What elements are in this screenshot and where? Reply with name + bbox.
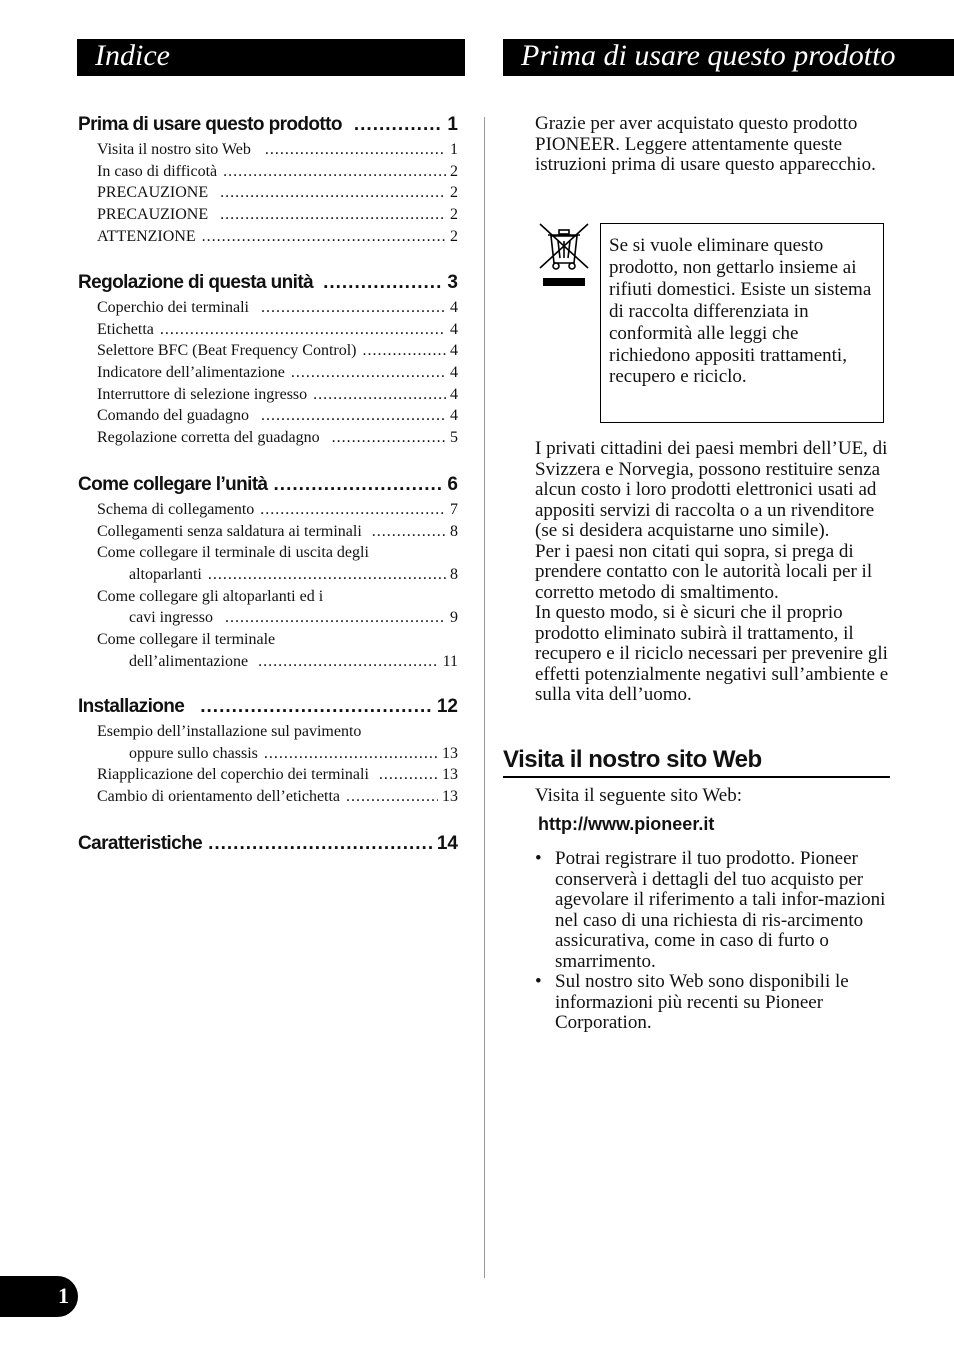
index-header — [77, 39, 465, 76]
toc-section — [78, 471, 458, 673]
list-item: • Potrai registrare il tuo prodotto. Pioneer conserverà i dettagli del tuo acquisto per agevolare il riferimento a tali infor-mazioni nel caso di una richiesta di ris-arcimento assicurativa, come in caso di furto o smarrimento. — [535, 849, 895, 972]
toc-subentry-continued[interactable]: dell’alimentazione ..... 11 — [78, 651, 458, 673]
toc-subentry[interactable]: In caso di difficotà ..... 2 — [78, 161, 458, 183]
toc-entry[interactable]: Installazione ..... 12 — [78, 693, 458, 721]
disposal-paragraph: I privati cittadini dei paesi membri dell’UE, di Svizzera e Norvegia, possono restituire senza alcun costo i loro prodotti elettronici usati ad appositi servizi di raccolta o a un rivenditore (se si desidera acquistarne uno simile). — [535, 438, 888, 541]
toc-subentry-continued[interactable]: altoparlanti ..... 8 — [78, 564, 458, 586]
toc-entry[interactable]: Prima di usare questo prodotto ..... 1 — [78, 111, 458, 139]
toc-entry[interactable]: Regolazione di questa unità ..... 3 — [78, 269, 458, 297]
toc-section — [78, 693, 458, 808]
disposal-notice-text: Se si vuole eliminare questo prodotto, non gettarlo insieme ai rifiuti domestici. Esiste un sistema di raccolta differenziata in conformità alle leggi che richiedono appositi trattamenti, recupero e riciclo. — [609, 235, 872, 388]
toc-subentry[interactable]: Indicatore dell’alimentazione ..... 4 — [78, 362, 458, 384]
web-bullet-list — [535, 849, 895, 1034]
disposal-paragraph: Per i paesi non citati qui sopra, si prega di prendere contatto con le autorità locali per il corretto metodo di smaltimento. — [535, 540, 873, 603]
toc-subentry[interactable]: Come collegare il terminale — [97, 631, 276, 649]
toc-section — [78, 269, 458, 449]
toc-subentry[interactable]: Etichetta ..... 4 — [78, 319, 458, 341]
toc-subentry[interactable]: Coperchio dei terminali ..... 4 — [78, 297, 458, 319]
toc-subentry[interactable]: Interruttore di selezione ingresso ..... 4 — [78, 384, 458, 406]
toc-subentry-continued[interactable]: oppure sullo chassis ..... 13 — [78, 743, 458, 765]
website-link[interactable]: http://www.pioneer.it — [538, 814, 715, 834]
toc-subentry[interactable]: Esempio dell’installazione sul pavimento — [97, 723, 362, 740]
web-lead-text: Visita il seguente sito Web: — [535, 785, 743, 806]
toc-subentry[interactable]: Riapplicazione del coperchio dei terminali ..... 13 — [78, 764, 458, 786]
toc-section — [78, 111, 458, 247]
page-number: 1 — [58, 1283, 69, 1308]
toc-subentry[interactable]: Schema di collegamento ..... 7 — [78, 499, 458, 521]
toc-subentry[interactable]: PRECAUZIONE ..... 2 — [78, 204, 458, 226]
toc-subentry[interactable]: ATTENZIONE ..... 2 — [78, 226, 458, 248]
web-section-heading: Visita il nostro sito Web — [503, 742, 890, 778]
page-number-tab — [0, 1276, 78, 1317]
section-title: Prima di usare questo prodotto — [521, 39, 896, 72]
toc-subentry[interactable]: Collegamenti senza saldatura ai terminali ..... 8 — [78, 521, 458, 543]
disposal-paragraph: In questo modo, si è sicuri che il proprio prodotto eliminato subirà il trattamento, il recupero e il riciclo necessari per prevenire gli effetti potenzialmente negativi sull’ambiente e sulla vita dell’uomo. — [535, 602, 889, 705]
toc-entry[interactable]: Come collegare l’unità ..... 6 — [78, 471, 458, 499]
toc-subentry[interactable]: Come collegare il terminale di uscita degli — [97, 544, 369, 562]
disposal-text — [535, 439, 895, 706]
toc-subentry[interactable]: Comando del guadagno ..... 4 — [78, 405, 458, 427]
list-item: • Sul nostro sito Web sono disponibili le informazioni più recenti su Pioneer Corporation. — [535, 972, 895, 1034]
toc-subentry[interactable]: Come collegare gli altoparlanti ed i — [97, 587, 324, 605]
toc-entry[interactable]: Caratteristiche ..... 14 — [78, 830, 458, 858]
section-header — [503, 39, 954, 76]
intro-text: Grazie per aver acquistato questo prodotto PIONEER. Leggere attentamente queste istruzioni prima di usare questo apparecchio. — [535, 113, 876, 175]
column-divider — [484, 117, 485, 1278]
toc-subentry[interactable]: Cambio di orientamento dell’etichetta ..... 13 — [78, 786, 458, 808]
toc-subentry[interactable]: Regolazione corretta del guadagno ..... 5 — [78, 427, 458, 449]
toc-subentry[interactable]: PRECAUZIONE ..... 2 — [78, 182, 458, 204]
toc-section — [78, 830, 458, 858]
crossed-out-wheelie-bin-icon — [536, 222, 592, 288]
toc-subentry-continued[interactable]: cavi ingresso ..... 9 — [78, 607, 458, 629]
toc-subentry[interactable]: Selettore BFC (Beat Frequency Control) ..... 4 — [78, 340, 458, 362]
toc-subentry[interactable]: Visita il nostro sito Web ..... 1 — [78, 139, 458, 161]
index-title: Indice — [95, 39, 170, 72]
disposal-notice-box — [600, 223, 884, 423]
